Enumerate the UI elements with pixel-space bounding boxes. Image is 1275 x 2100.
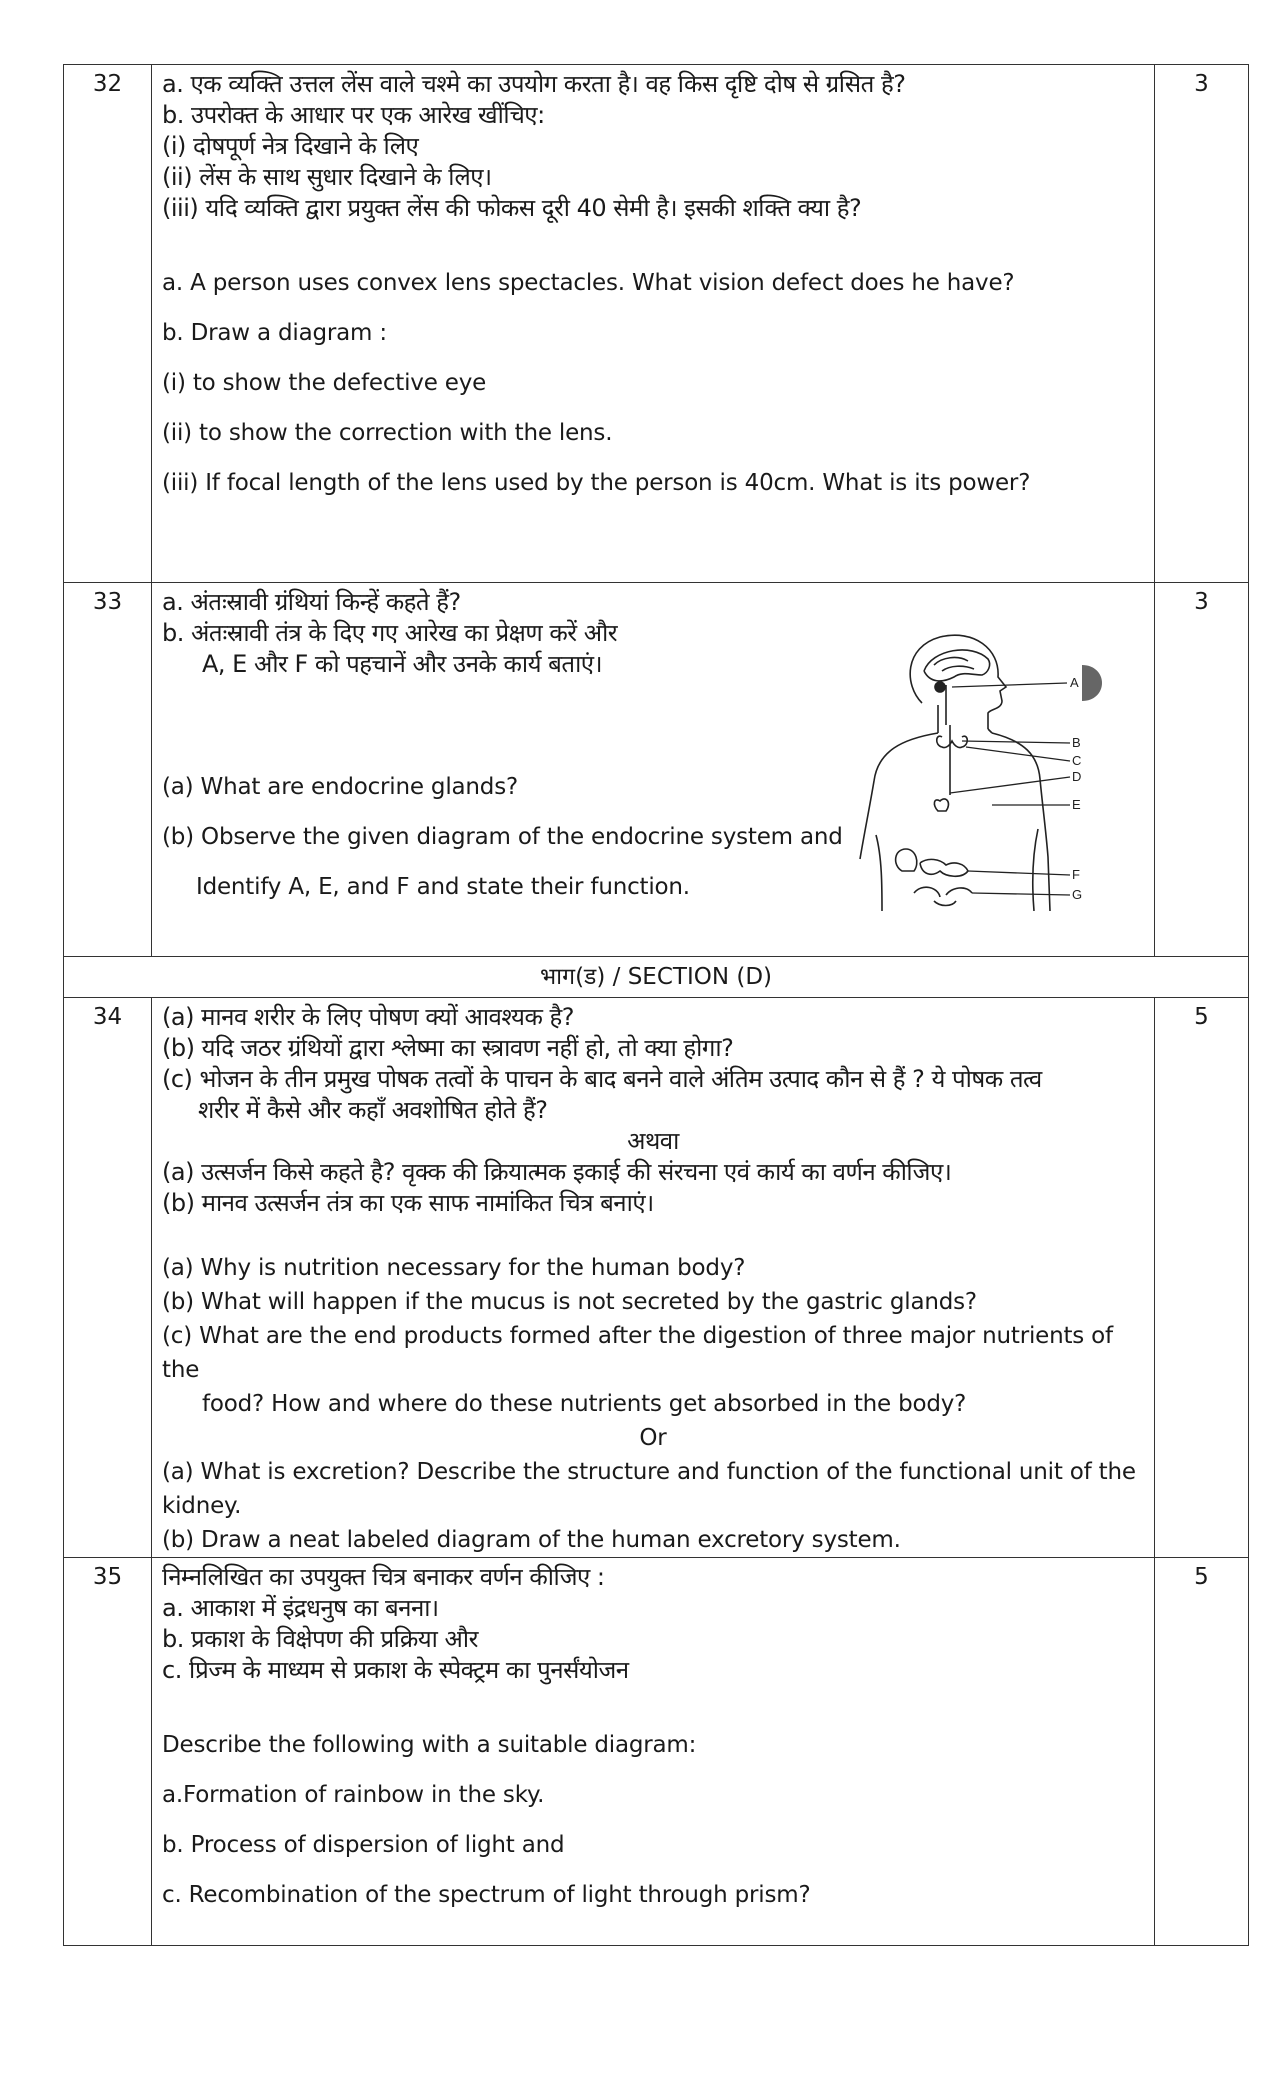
question-number: 33 — [64, 583, 152, 957]
question-body — [152, 998, 1155, 1558]
hindi-or: अथवा — [627, 1127, 679, 1155]
question-table — [63, 64, 1249, 1946]
english-line: (a) What is excretion? Describe the structure and function of the functional unit of the — [162, 1459, 1136, 1485]
english-line: a.Formation of rainbow in the sky. — [162, 1782, 545, 1808]
hindi-line: (i) दोषपूर्ण नेत्र दिखाने के लिए — [162, 132, 419, 160]
english-line: (b) What will happen if the mucus is not secreted by the gastric glands? — [162, 1289, 977, 1315]
english-line: kidney. — [162, 1493, 242, 1519]
diagram-label-b: B — [1072, 735, 1081, 750]
english-line: (ii) to show the correction with the lens. — [162, 420, 613, 446]
hindi-line: (a) मानव शरीर के लिए पोषण क्यों आवश्यक है? — [162, 1003, 575, 1031]
question-row-35 — [64, 1558, 1249, 1946]
english-line: (a) Why is nutrition necessary for the human body? — [162, 1255, 746, 1281]
question-body — [152, 583, 1155, 957]
question-number: 32 — [64, 65, 152, 583]
question-marks: 5 — [1155, 998, 1249, 1558]
hindi-line: (b) मानव उत्सर्जन तंत्र का एक साफ नामांकित चित्र बनाएं। — [162, 1189, 654, 1217]
english-line: a. A person uses convex lens spectacles. What vision defect does he have? — [162, 270, 1015, 296]
english-line: c. Recombination of the spectrum of light through prism? — [162, 1882, 811, 1908]
diagram-label-d: D — [1072, 769, 1082, 784]
endocrine-system-diagram — [842, 625, 1102, 911]
question-row-34 — [64, 998, 1249, 1558]
hindi-line: (ii) लेंस के साथ सुधार दिखाने के लिए। — [162, 163, 492, 191]
hindi-line: (a) उत्सर्जन किसे कहते है? वृक्क की क्रियात्मक इकाई की संरचना एवं कार्य का वर्णन कीजिए। — [162, 1158, 952, 1186]
english-line: (b) Observe the given diagram of the endocrine system and — [162, 824, 843, 850]
english-line: b. Draw a diagram : — [162, 320, 387, 346]
english-or: Or — [639, 1425, 667, 1451]
hindi-line: a. अंतःस्रावी ग्रंथियां किन्हें कहते हैं? — [162, 588, 461, 616]
english-line: b. Process of dispersion of light and — [162, 1832, 565, 1858]
hindi-line: c. प्रिज्म के माध्यम से प्रकाश के स्पेक्ट्रम का पुनर्संयोजन — [162, 1656, 629, 1684]
english-line: (b) Draw a neat labeled diagram of the human excretory system. — [162, 1527, 901, 1553]
question-body — [152, 65, 1155, 583]
english-line: (i) to show the defective eye — [162, 370, 487, 396]
section-header-row — [64, 957, 1249, 998]
hindi-line: निम्नलिखित का उपयुक्त चित्र बनाकर वर्णन कीजिए : — [162, 1563, 605, 1591]
section-heading: भाग(ड) / SECTION (D) — [64, 957, 1249, 998]
question-body — [152, 1558, 1155, 1946]
hindi-line: a. एक व्यक्ति उत्तल लेंस वाले चश्मे का उपयोग करता है। वह किस दृष्टि दोष से ग्रसित है? — [162, 70, 906, 98]
hindi-line: b. उपरोक्त के आधार पर एक आरेख खींचिए: — [162, 101, 545, 129]
question-marks: 3 — [1155, 65, 1249, 583]
diagram-label-g: G — [1072, 887, 1083, 902]
english-line: food? How and where do these nutrients get absorbed in the body? — [202, 1391, 967, 1417]
question-number: 35 — [64, 1558, 152, 1946]
question-marks: 5 — [1155, 1558, 1249, 1946]
english-line: (c) What are the end products formed after the digestion of three major nutrients of the — [162, 1323, 1113, 1383]
english-line: (a) What are endocrine glands? — [162, 774, 518, 800]
question-marks: 3 — [1155, 583, 1249, 957]
question-number: 34 — [64, 998, 152, 1558]
english-line: Describe the following with a suitable diagram: — [162, 1732, 697, 1758]
hindi-line: b. अंतःस्रावी तंत्र के दिए गए आरेख का प्रेक्षण करें और — [162, 619, 618, 647]
diagram-label-e: E — [1072, 797, 1081, 812]
diagram-label-c: C — [1072, 753, 1082, 768]
question-row-33 — [64, 583, 1249, 957]
hindi-line: a. आकाश में इंद्रधनुष का बनना। — [162, 1594, 439, 1622]
diagram-label-f: F — [1072, 867, 1080, 882]
hindi-line: (iii) यदि व्यक्ति द्वारा प्रयुक्त लेंस की फोकस दूरी 40 सेमी है। इसकी शक्ति क्या है? — [162, 194, 862, 222]
hindi-line: शरीर में कैसे और कहाँ अवशोषित होते हैं? — [198, 1096, 548, 1124]
question-row-32 — [64, 65, 1249, 583]
hindi-line: b. प्रकाश के विक्षेपण की प्रक्रिया और — [162, 1625, 478, 1653]
hindi-line: A, E और F को पहचानें और उनके कार्य बताएं। — [202, 650, 603, 678]
english-line: (iii) If focal length of the lens used by the person is 40cm. What is its power? — [162, 470, 1031, 496]
diagram-label-a: A — [1070, 675, 1079, 690]
hindi-line: (b) यदि जठर ग्रंथियों द्वारा श्लेष्मा का स्त्रावण नहीं हो, तो क्या होगा? — [162, 1034, 734, 1062]
hindi-line: (c) भोजन के तीन प्रमुख पोषक तत्वों के पाचन के बाद बनने वाले अंतिम उत्पाद कौन से हैं ? ये पोषक तत्व — [162, 1065, 1042, 1093]
english-line: Identify A, E, and F and state their function. — [196, 874, 690, 900]
